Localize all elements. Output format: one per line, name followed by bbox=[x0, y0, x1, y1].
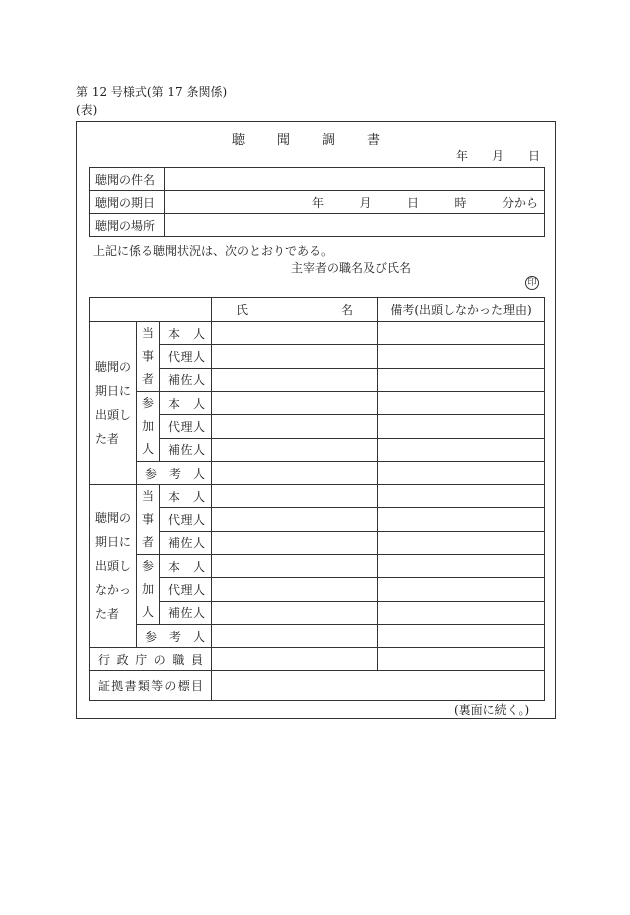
role-label: 補 佐 人 bbox=[160, 601, 212, 624]
hearing-hour-label: 時 bbox=[454, 195, 467, 210]
seal-mark bbox=[525, 276, 539, 290]
name-column-header: 氏 名 bbox=[212, 298, 378, 322]
statement-text: 上記に係る聴聞状況は、次のとおりである。 bbox=[93, 244, 334, 258]
evidence-field[interactable] bbox=[212, 671, 545, 701]
seal-label: 印 bbox=[527, 277, 537, 288]
remarks-field[interactable] bbox=[378, 508, 545, 531]
hearing-minute-label: 分から bbox=[501, 195, 538, 210]
place-label: 聴聞の場所 bbox=[90, 214, 165, 237]
subgroup-participant-label: 参 加 人 bbox=[137, 555, 160, 625]
role-label: 本 人 bbox=[160, 392, 212, 415]
role-label: 代 理 人 bbox=[160, 578, 212, 601]
name-field[interactable] bbox=[212, 601, 378, 624]
name-field[interactable] bbox=[212, 531, 378, 554]
role-label: 本 人 bbox=[160, 322, 212, 345]
subgroup-participant-label: 参 加 人 bbox=[137, 392, 160, 462]
name-field[interactable] bbox=[212, 322, 378, 345]
remarks-field[interactable] bbox=[378, 601, 545, 624]
top-table bbox=[89, 167, 545, 237]
role-label: 補 佐 人 bbox=[160, 438, 212, 461]
remarks-field[interactable] bbox=[378, 462, 545, 485]
remarks-field[interactable] bbox=[378, 345, 545, 368]
hearing-day-label: 日 bbox=[406, 195, 419, 210]
header-empty-cell bbox=[90, 298, 212, 322]
reference-person-label: 参 考 人 bbox=[137, 625, 212, 648]
remarks-field[interactable] bbox=[378, 368, 545, 391]
staff-row-label: 行 政 庁 の 職 員 bbox=[90, 648, 212, 671]
remarks-field[interactable] bbox=[378, 555, 545, 578]
evidence-row-label: 証 拠 書 類 等 の 標 目 bbox=[90, 671, 212, 701]
name-field[interactable] bbox=[212, 625, 378, 648]
reference-person-label: 参 考 人 bbox=[137, 462, 212, 485]
presider-label: 主宰者の職名及び氏名 bbox=[291, 261, 412, 275]
date-year-label: 年 bbox=[456, 149, 469, 163]
role-label: 代 理 人 bbox=[160, 345, 212, 368]
hearing-month-label: 月 bbox=[359, 195, 372, 210]
role-label: 補 佐 人 bbox=[160, 531, 212, 554]
role-label: 代 理 人 bbox=[160, 415, 212, 438]
remarks-column-header: 備考(出頭しなかった理由) bbox=[378, 298, 545, 322]
remarks-field[interactable] bbox=[378, 625, 545, 648]
name-field[interactable] bbox=[212, 368, 378, 391]
date-month-label: 月 bbox=[491, 149, 504, 163]
document-date bbox=[456, 150, 540, 162]
subgroup-party-label: 当 事 者 bbox=[137, 322, 160, 392]
role-label: 代 理 人 bbox=[160, 508, 212, 531]
group-attended-label: 聴聞の 期日に 出頭し た者 bbox=[90, 322, 137, 485]
name-field[interactable] bbox=[212, 485, 378, 508]
subgroup-party-label: 当 事 者 bbox=[137, 485, 160, 555]
name-field[interactable] bbox=[212, 415, 378, 438]
remarks-field[interactable] bbox=[378, 322, 545, 345]
role-label: 本 人 bbox=[160, 555, 212, 578]
attendance-table bbox=[89, 297, 545, 701]
remarks-field[interactable] bbox=[378, 485, 545, 508]
name-field[interactable] bbox=[212, 555, 378, 578]
date-day-label: 日 bbox=[527, 149, 540, 163]
form-number: 第 12 号様式(第 17 条関係) bbox=[76, 85, 228, 99]
hearing-date-label: 聴聞の期日 bbox=[90, 191, 165, 214]
staff-remarks-field[interactable] bbox=[378, 648, 545, 671]
subject-field[interactable] bbox=[165, 168, 545, 191]
remarks-field[interactable] bbox=[378, 415, 545, 438]
role-label: 本 人 bbox=[160, 485, 212, 508]
place-field[interactable] bbox=[165, 214, 545, 237]
continued-note: (裏面に続く。) bbox=[454, 703, 530, 717]
name-field[interactable] bbox=[212, 345, 378, 368]
name-field[interactable] bbox=[212, 392, 378, 415]
subject-label: 聴聞の件名 bbox=[90, 168, 165, 191]
remarks-field[interactable] bbox=[378, 392, 545, 415]
document-title: 聴聞調書 bbox=[232, 133, 413, 148]
hearing-year-label: 年 bbox=[312, 195, 325, 210]
name-field[interactable] bbox=[212, 438, 378, 461]
hearing-date-field[interactable] bbox=[165, 191, 545, 214]
name-field[interactable] bbox=[212, 578, 378, 601]
remarks-field[interactable] bbox=[378, 531, 545, 554]
staff-name-field[interactable] bbox=[212, 648, 378, 671]
name-field[interactable] bbox=[212, 462, 378, 485]
remarks-field[interactable] bbox=[378, 578, 545, 601]
group-absent-label: 聴聞の 期日に 出頭し なかっ た者 bbox=[90, 485, 137, 648]
remarks-field[interactable] bbox=[378, 438, 545, 461]
side-label: (表) bbox=[76, 103, 98, 117]
role-label: 補 佐 人 bbox=[160, 368, 212, 391]
name-field[interactable] bbox=[212, 508, 378, 531]
